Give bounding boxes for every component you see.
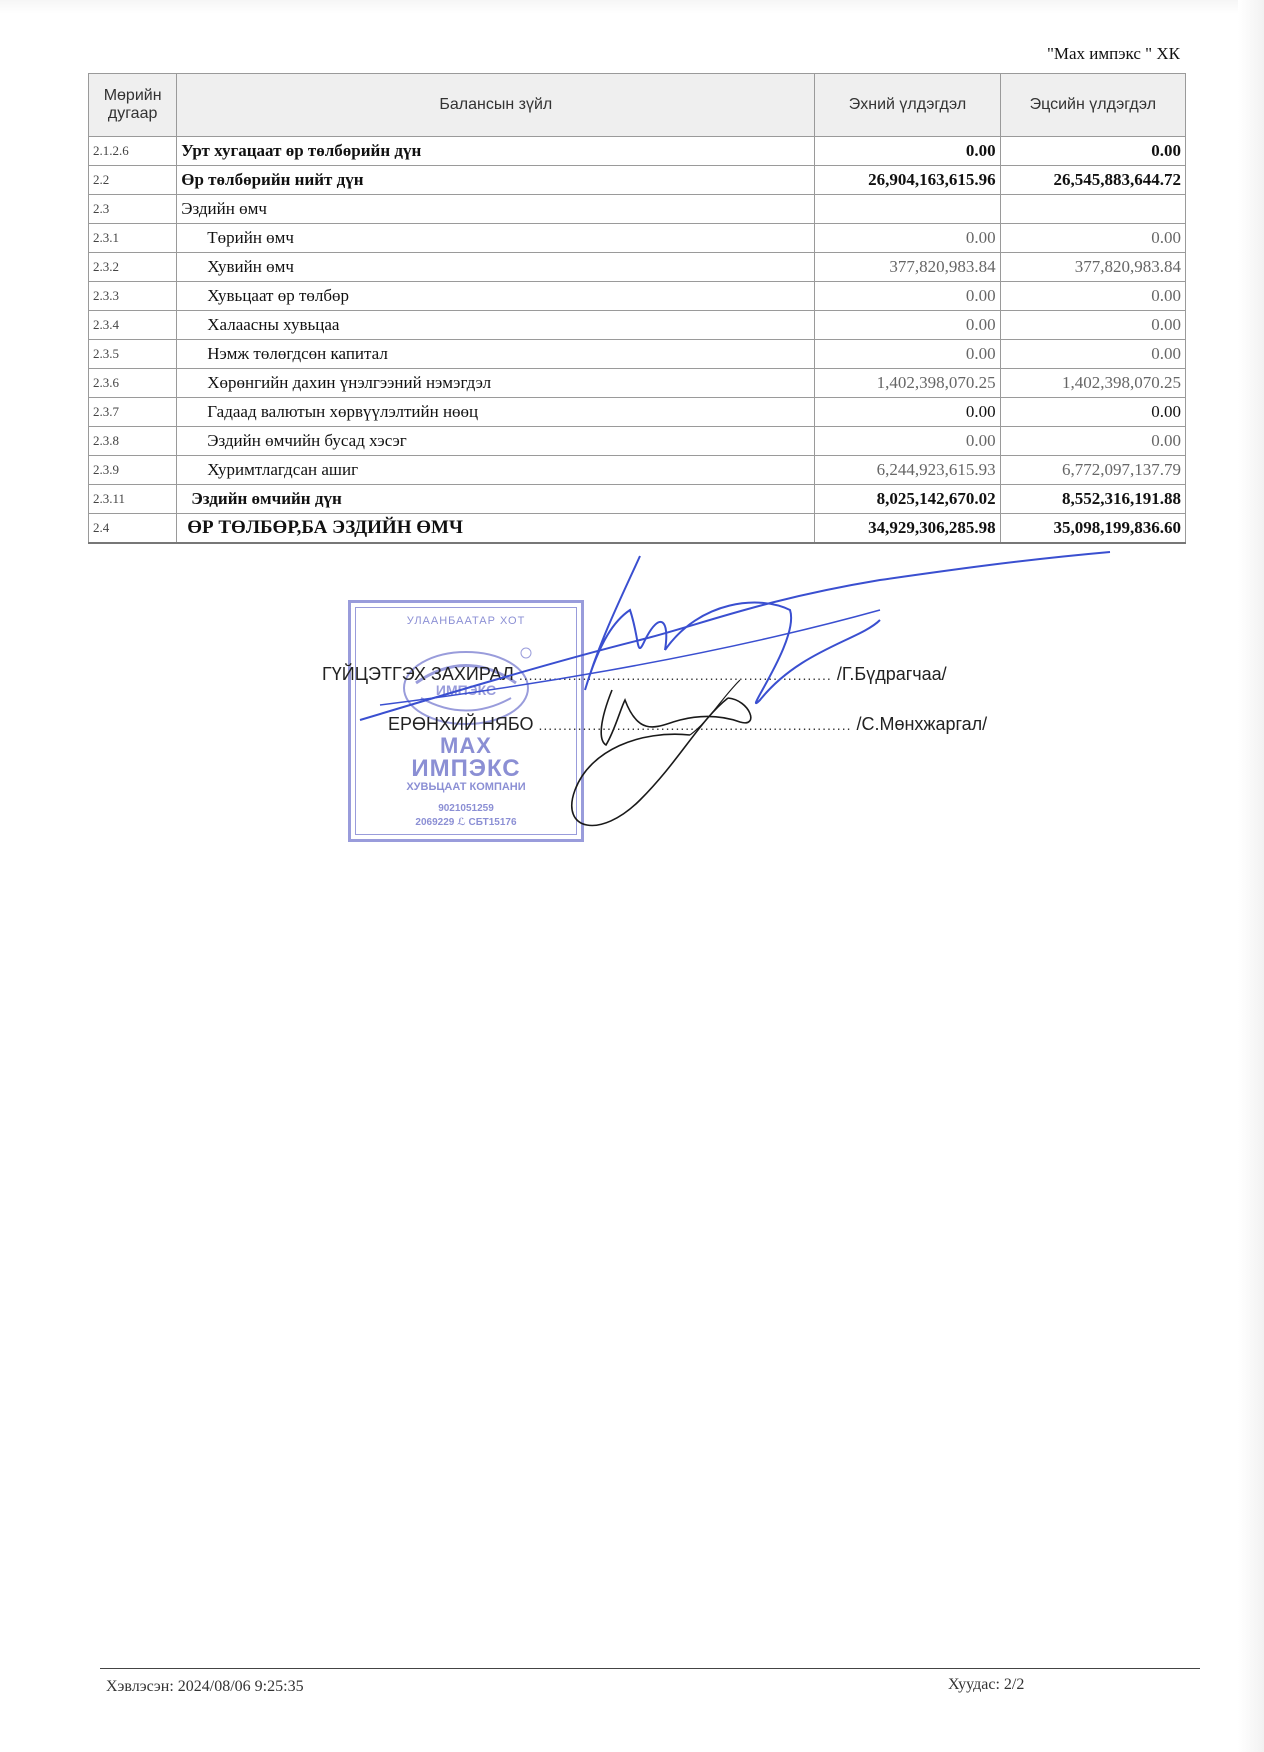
director-signature-stroke xyxy=(665,603,880,704)
row-number: 2.3.8 xyxy=(89,427,177,456)
row-opening: 377,820,983.84 xyxy=(815,253,1000,282)
row-closing: 0.00 xyxy=(1000,340,1185,369)
stamp-name-line2: ИМПЭКС xyxy=(411,755,521,782)
row-item: Өр төлбөрийн нийт дүн xyxy=(177,166,815,195)
stamp-reg-number: 9021051259 xyxy=(438,803,494,814)
row-item: Хувьцаат өр төлбөр xyxy=(177,282,815,311)
director-signature-row xyxy=(322,664,947,685)
row-item: Урт хугацаат өр төлбөрийн дүн xyxy=(177,137,815,166)
table-row xyxy=(89,224,1186,253)
table-row xyxy=(89,311,1186,340)
scan-edge-right xyxy=(1238,0,1264,1752)
row-number: 2.3.9 xyxy=(89,456,177,485)
row-item: Халаасны хувьцаа xyxy=(177,311,815,340)
row-closing: 8,552,316,191.88 xyxy=(1000,485,1185,514)
row-opening: 8,025,142,670.02 xyxy=(815,485,1000,514)
table-row xyxy=(89,137,1186,166)
row-number: 2.3.2 xyxy=(89,253,177,282)
table-row xyxy=(89,253,1186,282)
row-closing: 6,772,097,137.79 xyxy=(1000,456,1185,485)
director-name: /Г.Бүдрагчаа/ xyxy=(836,664,947,684)
stamp-city: УЛААНБААТАР ХОТ xyxy=(406,615,526,627)
row-closing: 0.00 xyxy=(1000,137,1185,166)
row-number: 2.3 xyxy=(89,195,177,224)
row-closing: 0.00 xyxy=(1000,311,1185,340)
row-item: Эздийн өмчийн дүн xyxy=(177,485,815,514)
row-opening: 0.00 xyxy=(815,311,1000,340)
row-number: 2.3.7 xyxy=(89,398,177,427)
row-number: 2.3.3 xyxy=(89,282,177,311)
row-opening: 0.00 xyxy=(815,137,1000,166)
footer-divider xyxy=(100,1668,1200,1669)
row-number: 2.2 xyxy=(89,166,177,195)
row-closing: 0.00 xyxy=(1000,282,1185,311)
row-item: Эздийн өмч xyxy=(177,195,815,224)
col-header-closing: Эцсийн үлдэгдэл xyxy=(1000,74,1185,137)
accountant-title: ЕРӨНХИЙ НЯБО xyxy=(388,714,534,734)
table-row xyxy=(89,456,1186,485)
row-closing xyxy=(1000,195,1185,224)
row-number: 2.3.6 xyxy=(89,369,177,398)
footer-printed-date: Хэвлэсэн: 2024/08/06 9:25:35 xyxy=(106,1678,304,1695)
table-row xyxy=(89,340,1186,369)
row-opening: 0.00 xyxy=(815,340,1000,369)
row-opening: 0.00 xyxy=(815,282,1000,311)
table-row xyxy=(89,166,1186,195)
accountant-name: /С.Мөнхжаргал/ xyxy=(856,714,988,734)
row-opening: 6,244,923,615.93 xyxy=(815,456,1000,485)
row-item: Хуримтлагдсан ашиг xyxy=(177,456,815,485)
row-closing: 35,098,199,836.60 xyxy=(1000,514,1185,544)
row-closing: 1,402,398,070.25 xyxy=(1000,369,1185,398)
table-row xyxy=(89,195,1186,224)
row-number: 2.3.4 xyxy=(89,311,177,340)
row-item: Хувийн өмч xyxy=(177,253,815,282)
row-closing: 0.00 xyxy=(1000,224,1185,253)
stamp-logo-text: ИМПЭКС xyxy=(435,682,497,698)
scan-edge-top xyxy=(0,0,1264,14)
row-opening: 1,402,398,070.25 xyxy=(815,369,1000,398)
row-item: Нэмж төлөгдсөн капитал xyxy=(177,340,815,369)
row-item: Хөрөнгийн дахин үнэлгээний нэмэгдэл xyxy=(177,369,815,398)
stamp-name-line3: ХУВЬЦААТ КОМПАНИ xyxy=(406,781,526,793)
row-closing: 0.00 xyxy=(1000,398,1185,427)
table-row xyxy=(89,398,1186,427)
row-number: 2.3.5 xyxy=(89,340,177,369)
stamp-name-line1: МАХ xyxy=(440,733,492,758)
row-opening xyxy=(815,195,1000,224)
director-dots: ................................................................ xyxy=(518,667,832,683)
table-row xyxy=(89,427,1186,456)
row-number: 2.4 xyxy=(89,514,177,544)
row-opening: 0.00 xyxy=(815,398,1000,427)
row-item: Төрийн өмч xyxy=(177,224,815,253)
row-opening: 26,904,163,615.96 xyxy=(815,166,1000,195)
row-closing: 0.00 xyxy=(1000,427,1185,456)
table-row-total xyxy=(89,514,1186,544)
row-item: Гадаад валютын хөрвүүлэлтийн нөөц xyxy=(177,398,815,427)
accountant-dots: ................................................................ xyxy=(538,717,852,733)
row-closing: 26,545,883,644.72 xyxy=(1000,166,1185,195)
director-title: ГҮЙЦЭТГЭХ ЗАХИРАЛ xyxy=(322,664,514,684)
table-header-row xyxy=(89,74,1186,137)
table-row xyxy=(89,282,1186,311)
row-opening: 0.00 xyxy=(815,224,1000,253)
footer-page-number: Хуудас: 2/2 xyxy=(948,1676,1025,1693)
col-header-number: Мөрийн дугаар xyxy=(89,74,177,137)
company-name: "Max импэкс " ХК xyxy=(1046,44,1180,63)
row-number: 2.1.2.6 xyxy=(89,137,177,166)
row-opening: 0.00 xyxy=(815,427,1000,456)
row-item: ӨР ТӨЛБӨР,БА ЭЗДИЙН ӨМЧ xyxy=(177,514,815,544)
col-header-opening: Эхний үлдэгдэл xyxy=(815,74,1000,137)
row-opening: 34,929,306,285.98 xyxy=(815,514,1000,544)
stamp-reg-number-2: 2069229 ℒ СБТ15176 xyxy=(415,817,517,828)
row-number: 2.3.11 xyxy=(89,485,177,514)
accountant-signature-row xyxy=(388,714,987,735)
row-number: 2.3.1 xyxy=(89,224,177,253)
row-closing: 377,820,983.84 xyxy=(1000,253,1185,282)
table-row xyxy=(89,369,1186,398)
table-row xyxy=(89,485,1186,514)
col-header-item: Балансын зүйл xyxy=(177,74,815,137)
row-item: Эздийн өмчийн бусад хэсэг xyxy=(177,427,815,456)
balance-table xyxy=(88,73,1186,544)
